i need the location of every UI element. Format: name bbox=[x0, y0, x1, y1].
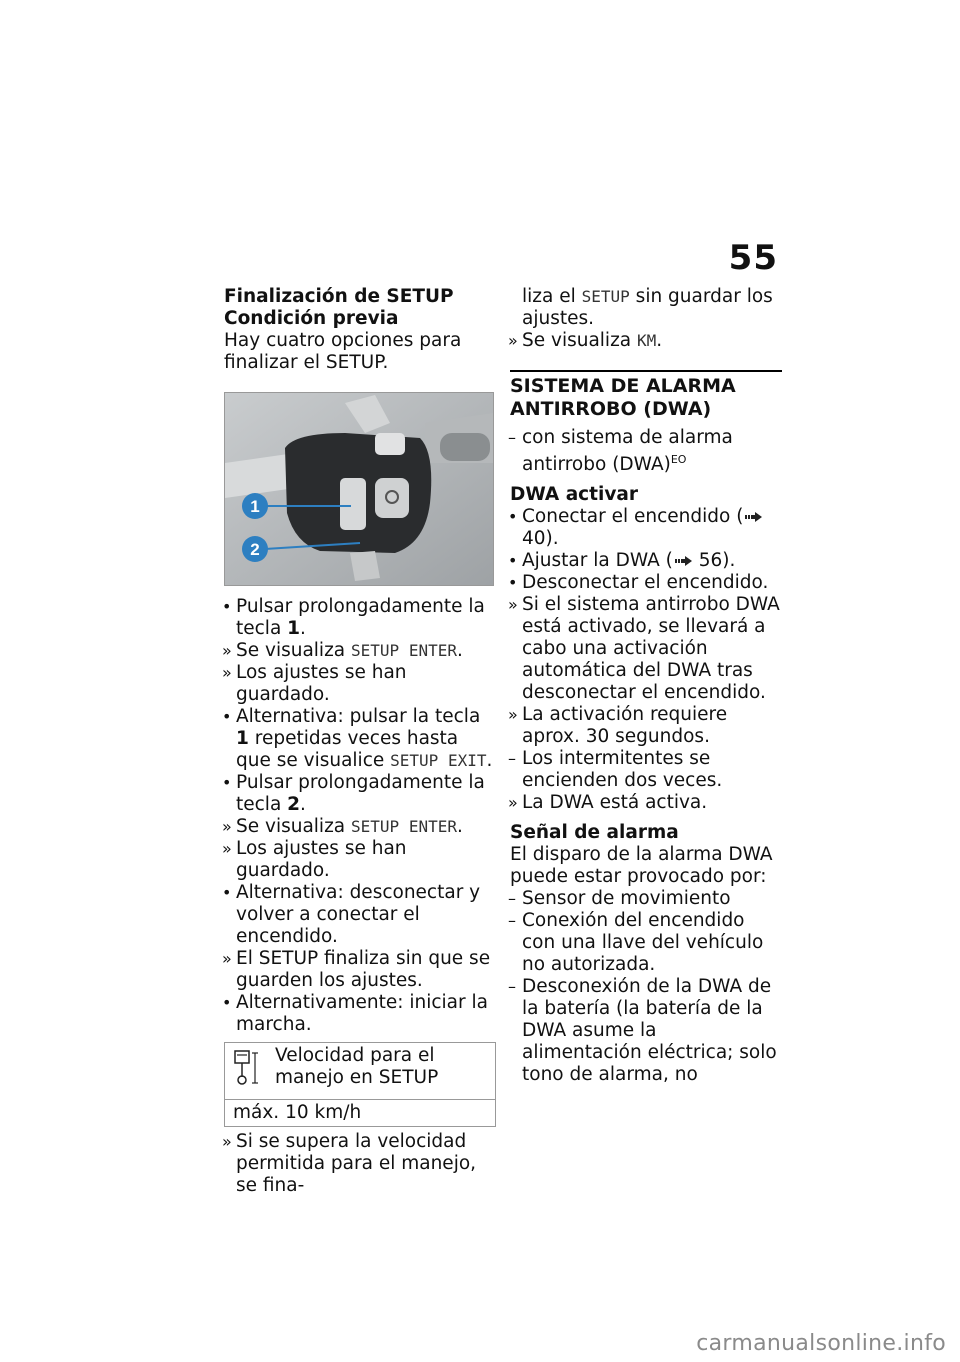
key-number: 1 bbox=[287, 618, 301, 639]
dash-item bbox=[510, 748, 782, 792]
spec-label: Velocidad para el manejo en SETUP bbox=[275, 1045, 439, 1088]
result-item bbox=[510, 704, 782, 748]
display-text: SETUP EXIT bbox=[390, 751, 487, 770]
result-arrow-icon: » bbox=[508, 331, 518, 350]
continued-text: liza el SETUP sin guardar los ajustes. bbox=[522, 286, 773, 329]
item-text: Conectar el encendido ( bbox=[522, 506, 744, 528]
result-item: » Se visualiza KM. bbox=[508, 330, 663, 351]
handlebar-illustration bbox=[225, 393, 493, 585]
dash-item bbox=[510, 888, 782, 910]
bullet-icon: • bbox=[508, 551, 518, 571]
bullet-icon: • bbox=[508, 573, 518, 593]
bullet-item bbox=[510, 506, 782, 550]
item-text: Ajustar la DWA ( bbox=[522, 550, 673, 572]
bullet-icon: • bbox=[222, 597, 232, 616]
result-item bbox=[224, 838, 496, 882]
activate-heading: DWA activar bbox=[510, 484, 638, 506]
item-text: Alternativa: desconectar y volver a conectar el encendido. bbox=[236, 882, 481, 947]
signal-intro: El disparo de la alarma DWA puede estar provocado por: bbox=[510, 844, 773, 888]
right-column bbox=[510, 286, 782, 1086]
dash-item bbox=[510, 976, 782, 1086]
page-ref-arrow-icon bbox=[743, 511, 763, 523]
handlebar-switch-photo bbox=[224, 392, 494, 586]
dash-icon: – bbox=[508, 428, 516, 447]
item-text: ). bbox=[722, 550, 736, 572]
item-text: Pulsar prolongadamente la tecla bbox=[236, 772, 485, 815]
item-text: Se visualiza bbox=[236, 816, 352, 837]
spec-table bbox=[224, 1042, 496, 1127]
item-text: . bbox=[300, 618, 306, 639]
item-text: Los ajustes se han guardado. bbox=[236, 662, 407, 705]
callout-2-label: 2 bbox=[250, 540, 260, 559]
key-number: 1 bbox=[236, 728, 249, 749]
result-arrow-icon: » bbox=[508, 793, 518, 813]
item-text: Si el sistema antirrobo DWA está activado, se llevará a cabo una activación automática del DWA tras desconectar el encendido. bbox=[522, 594, 780, 704]
result-item bbox=[224, 1131, 496, 1197]
bullet-icon: • bbox=[222, 883, 232, 902]
page-ref: 56 bbox=[692, 550, 723, 572]
display-text: SETUP ENTER bbox=[351, 817, 457, 836]
left-column bbox=[224, 286, 496, 1197]
dash-item bbox=[510, 910, 782, 976]
speed-limit-icon bbox=[231, 1045, 267, 1093]
item-text: La DWA está activa. bbox=[522, 792, 708, 814]
item-text: Se visualiza bbox=[236, 640, 352, 661]
result-item bbox=[224, 662, 496, 706]
section-heading: Finalización de SETUP bbox=[224, 286, 454, 307]
item-text: ). bbox=[545, 528, 559, 550]
spec-value: máx. 10 km/h bbox=[233, 1102, 362, 1123]
intro-text: Hay cuatro opciones para finalizar el SETUP. bbox=[224, 330, 462, 373]
page-ref-arrow-icon bbox=[673, 555, 693, 567]
item-text: Alternativa: pulsar la tecla bbox=[236, 706, 481, 727]
key-number: 2 bbox=[287, 794, 301, 815]
result-item bbox=[224, 816, 496, 838]
item-text: . bbox=[456, 816, 463, 837]
result-arrow-icon: » bbox=[508, 595, 518, 615]
bullet-item bbox=[510, 572, 782, 594]
result-item bbox=[510, 792, 782, 814]
dash-icon: – bbox=[508, 749, 516, 769]
result-arrow-icon: » bbox=[508, 705, 518, 725]
signal-heading: Señal de alarma bbox=[510, 822, 679, 844]
page-ref: 40 bbox=[522, 528, 546, 550]
equipment-note: – con sistema de alarma antirrobo (DWA)$^{EO}$ bbox=[508, 427, 733, 476]
item-text: repetidas veces hasta que se visualice bbox=[236, 728, 459, 771]
bullet-icon: • bbox=[222, 773, 232, 792]
bullet-item bbox=[510, 550, 782, 572]
result-arrow-icon: » bbox=[222, 663, 232, 682]
result-arrow-icon: » bbox=[222, 1132, 232, 1151]
item-text: Los intermitentes se encienden dos veces. bbox=[522, 748, 723, 792]
result-arrow-icon: » bbox=[222, 839, 232, 858]
item-text: La activación requiere aprox. 30 segundos. bbox=[522, 704, 728, 748]
callout-1-label: 1 bbox=[250, 497, 260, 516]
bullet-item bbox=[224, 772, 496, 816]
signal-list bbox=[510, 888, 782, 1086]
bullet-item bbox=[224, 882, 496, 948]
result-item bbox=[510, 594, 782, 704]
bullet-item bbox=[224, 596, 496, 640]
bullet-icon: • bbox=[222, 707, 232, 726]
result-item bbox=[224, 948, 496, 992]
result-arrow-icon: » bbox=[222, 817, 232, 836]
bullet-item bbox=[224, 706, 496, 772]
item-text: Desconexión de la DWA de la batería (la batería de la DWA asume la alimentación eléctrica; solo tono de alarma, no bbox=[522, 976, 777, 1086]
left-instruction-list bbox=[224, 596, 496, 1036]
item-text: Sensor de movimiento bbox=[522, 888, 731, 910]
dash-icon: – bbox=[508, 889, 516, 909]
bullet-item bbox=[224, 992, 496, 1036]
item-text: El SETUP finaliza sin que se guarden los ajustes. bbox=[236, 948, 491, 991]
item-text: Los ajustes se han guardado. bbox=[236, 838, 407, 881]
dash-icon: – bbox=[508, 977, 516, 997]
item-text: Conexión del encendido con una llave del vehículo no autorizada. bbox=[522, 910, 764, 976]
result-item bbox=[224, 640, 496, 662]
item-text: . bbox=[486, 750, 493, 771]
section-title: SISTEMA DE ALARMA ANTIRROBO (DWA) bbox=[510, 370, 782, 421]
dash-icon: – bbox=[508, 911, 516, 931]
activate-list bbox=[510, 506, 782, 814]
watermark: carmanualsonline.info bbox=[696, 1331, 946, 1356]
item-text: Alternativamente: iniciar la marcha. bbox=[236, 992, 488, 1035]
result-text: Si se supera la velocidad permitida para el manejo, se fina- bbox=[236, 1131, 477, 1196]
item-text: Desconectar el encendido. bbox=[522, 572, 769, 594]
result-arrow-icon: » bbox=[222, 949, 232, 968]
display-text: SETUP ENTER bbox=[351, 641, 457, 660]
bullet-icon: • bbox=[508, 507, 518, 527]
item-text: Pulsar prolongadamente la tecla bbox=[236, 596, 485, 639]
item-text: . bbox=[300, 794, 306, 815]
page-number: 55 bbox=[728, 238, 778, 278]
item-text: . bbox=[456, 640, 463, 661]
result-arrow-icon: » bbox=[222, 641, 232, 660]
bullet-icon: • bbox=[222, 993, 232, 1012]
subheading: Condición previa bbox=[224, 308, 399, 329]
